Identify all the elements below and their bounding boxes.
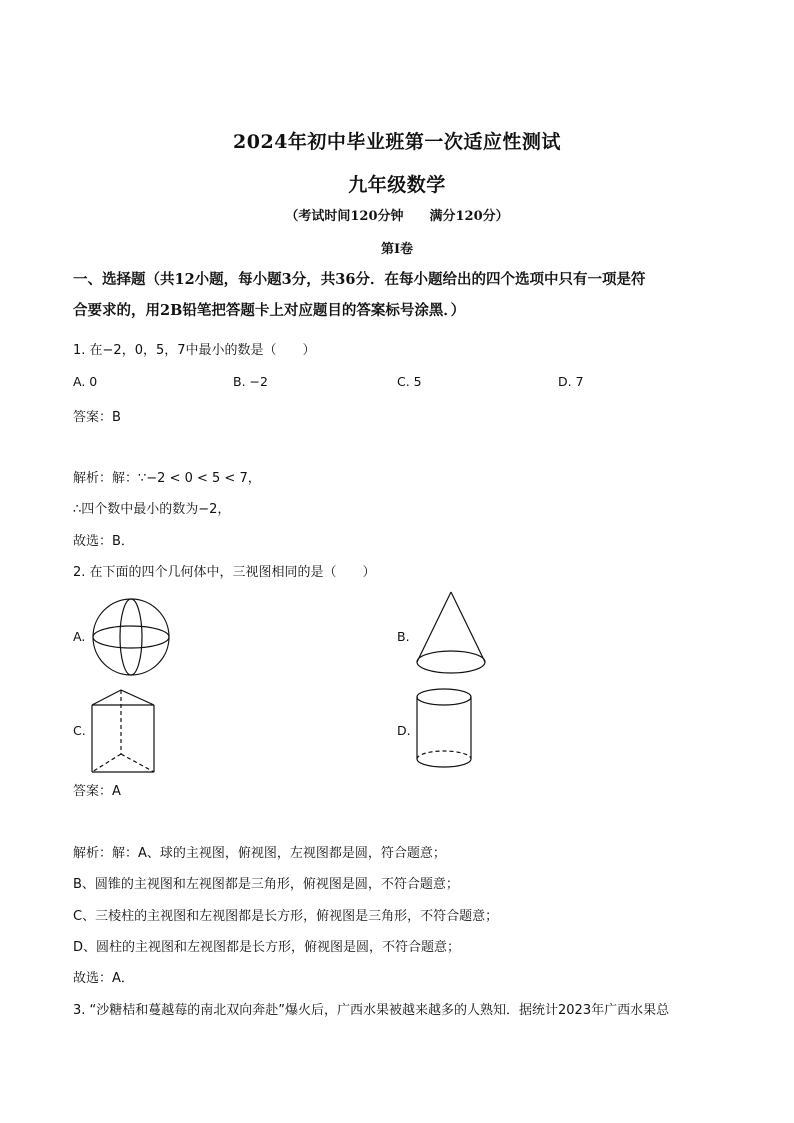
document-title: 2024年初中毕业班第一次适应性测试 (233, 131, 561, 153)
question-1-option-b: B. −2 (233, 374, 268, 389)
sphere-figure (90, 596, 172, 678)
triangular-prism-figure (90, 688, 156, 774)
question-2-option-a: A. (73, 629, 86, 644)
question-1-option-c: C. 5 (397, 374, 422, 389)
question-2-stem: 2. 在下面的四个几何体中，三视图相同的是（ ） (73, 565, 376, 580)
question-2-option-b: B. (397, 629, 410, 644)
question-3-stem: 3. “沙糖桔和蔓越莓的南北双向奔赴”爆火后，广西水果被越来越多的人熟知．据统计2023年广西水果总 (73, 1003, 670, 1018)
question-1-option-d: D. 7 (558, 374, 584, 389)
question-2-analysis-line3: C、三棱柱的主视图和左视图都是长方形，俯视图是三角形，不符合题意； (73, 909, 499, 924)
question-1-answer: 答案：B (73, 410, 121, 425)
question-2-option-c: C. (73, 723, 86, 738)
section-heading-line1: 一、选择题（共12小题，每小题3分，共36分．在每小题给出的四个选项中只有一项是符 (73, 271, 646, 288)
question-1-stem: 1. 在−2，0，5，7中最小的数是（ ） (73, 343, 316, 358)
cone-figure (413, 590, 489, 682)
section-heading-line2: 合要求的，用2B铅笔把答题卡上对应题目的答案标号涂黑．） (73, 302, 466, 319)
question-2-option-d: D. (397, 723, 411, 738)
exam-info: （考试时间120分钟 满分120分） (285, 209, 509, 224)
cylinder-figure (415, 687, 473, 771)
question-2-analysis-line5: 故选：A． (73, 971, 134, 986)
question-1-option-a: A. 0 (73, 374, 98, 389)
question-2-analysis-line4: D、圆柱的主视图和左视图都是长方形，俯视图是圆，不符合题意； (73, 940, 461, 955)
question-2-analysis-line2: B、圆锥的主视图和左视图都是三角形，俯视图是圆，不符合题意； (73, 877, 459, 892)
subject-title: 九年级数学 (348, 174, 446, 196)
question-1-analysis-line3: 故选：B． (73, 534, 134, 549)
volume-label: 第Ⅰ卷 (380, 242, 414, 257)
question-2-analysis-line1: 解析：解：A、球的主视图，俯视图，左视图都是圆，符合题意； (73, 846, 446, 861)
question-2-answer: 答案：A (73, 784, 121, 799)
question-1-analysis-line2: ∴四个数中最小的数为−2， (73, 502, 231, 517)
question-1-analysis-line1: 解析：解：∵−2 < 0 < 5 < 7， (73, 471, 261, 486)
